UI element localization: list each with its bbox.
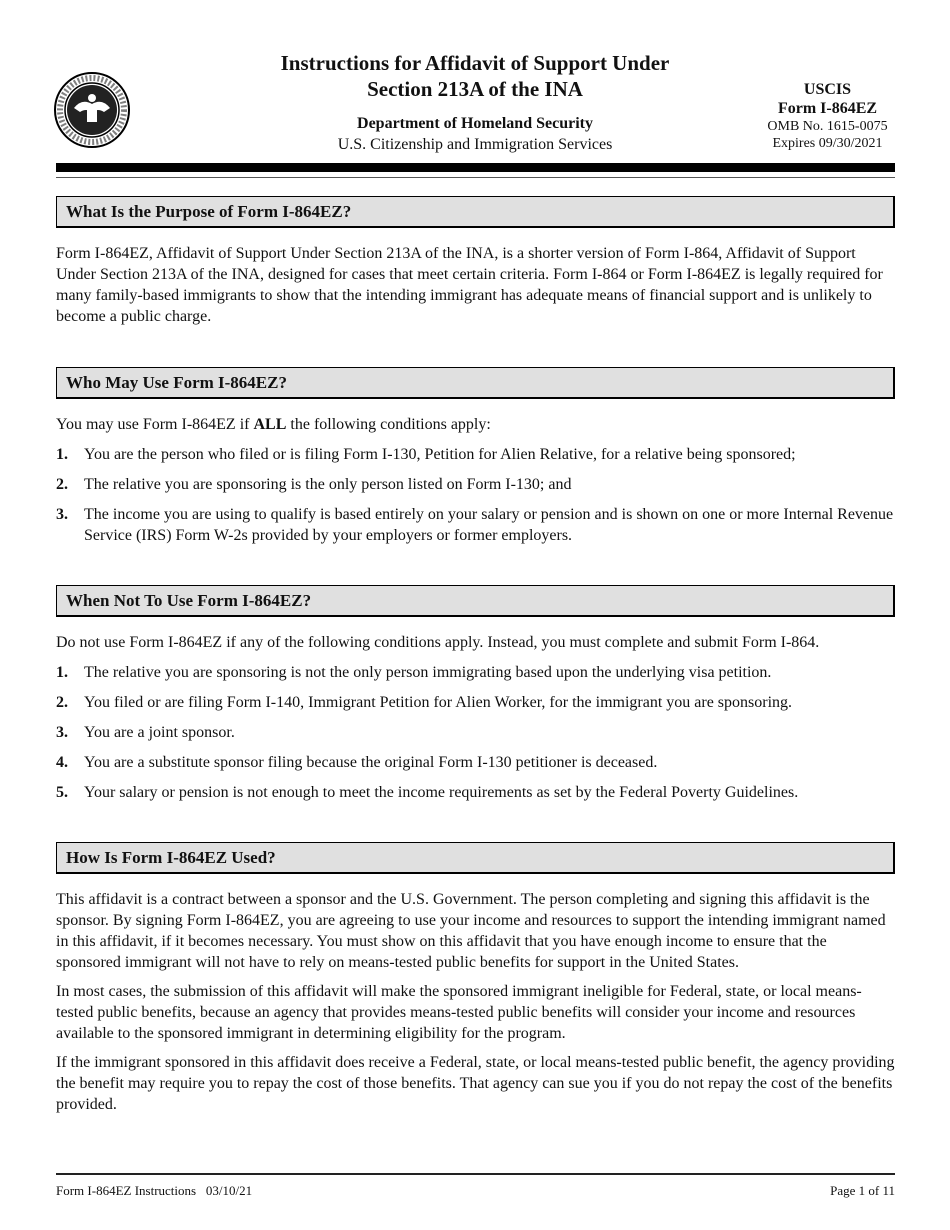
section-paragraph: If the immigrant sponsored in this affidavit does receive a Federal, state, or local means-tested public benefit, the agency providing the benefit may require you to repay the cost of those benefits. That agency can sue you if you do not repay the cost of the benefits provided. bbox=[56, 1054, 895, 1113]
list-item bbox=[56, 474, 895, 495]
footer-divider bbox=[56, 1173, 895, 1175]
title-line-1: Instructions for Affidavit of Support Under bbox=[280, 51, 670, 75]
item-text: You are the person who filed or is filing Form I-130, Petition for Alien Relative, for a relative being sponsored; bbox=[84, 446, 796, 463]
section-who-may-use bbox=[56, 367, 895, 546]
title-line-2: Section 213A of the INA bbox=[367, 77, 583, 101]
item-text: Your salary or pension is not enough to meet the income requirements as set by the Federal Poverty Guidelines. bbox=[84, 784, 799, 801]
list-item bbox=[56, 692, 895, 713]
document-title bbox=[200, 50, 750, 102]
item-text: The relative you are sponsoring is the only person listed on Form I-130; and bbox=[84, 476, 572, 493]
list-item bbox=[56, 662, 895, 683]
form-number: Form I-864EZ bbox=[777, 100, 878, 117]
section-paragraph: This affidavit is a contract between a sponsor and the U.S. Government. The person completing and signing this affidavit is the sponsor. By signing Form I-864EZ, you are agreeing to use your income and resources to support the intending immigrant named in this affidavit, if it becomes necessary. You must show on this affidavit that you have enough income to ensure that the sponsored immigrant will not have to rely on means-tested public benefits for support in the United States. bbox=[56, 891, 886, 971]
item-number: 2. bbox=[56, 476, 68, 493]
intro-emphasis: ALL bbox=[253, 416, 287, 433]
item-text: The relative you are sponsoring is not the only person immigrating based upon the underlying visa petition. bbox=[84, 664, 772, 681]
list-item bbox=[56, 504, 895, 546]
section-heading: Who May Use Form I-864EZ? bbox=[56, 367, 895, 399]
dhs-seal-logo bbox=[54, 72, 130, 148]
footer-page-number: Page 1 of 11 bbox=[830, 1183, 895, 1198]
item-number: 3. bbox=[56, 724, 68, 741]
item-text: You filed or are filing Form I-140, Immigrant Petition for Alien Worker, for the immigrant you are sponsoring. bbox=[84, 694, 793, 711]
item-text: You are a joint sponsor. bbox=[84, 724, 235, 741]
department-name: Department of Homeland Security bbox=[357, 115, 593, 132]
section-paragraph: In most cases, the submission of this affidavit will make the sponsored immigrant ineligible for Federal, state, or local means-tested public benefits, because an agency that provides means-tested public benefits will consider your income and resources available to the sponsored immigrant in determining eligibility for the program. bbox=[56, 983, 862, 1042]
intro-text: You may use Form I-864EZ if bbox=[56, 416, 254, 433]
item-number: 2. bbox=[56, 694, 68, 711]
item-number: 3. bbox=[56, 506, 68, 523]
header-divider-thick bbox=[56, 163, 895, 172]
agency-short: USCIS bbox=[803, 81, 852, 98]
section-intro bbox=[56, 414, 895, 435]
item-text: The income you are using to qualify is based entirely on your salary or pension and is shown on one or more Internal Revenue Service (IRS) Form W-2s provided by your employers or former employers. bbox=[84, 506, 894, 544]
section-when-not-to-use bbox=[56, 585, 895, 803]
section-heading: When Not To Use Form I-864EZ? bbox=[56, 585, 895, 617]
section-heading: What Is the Purpose of Form I-864EZ? bbox=[56, 196, 895, 228]
omb-number: OMB No. 1615-0075 bbox=[767, 119, 888, 134]
section-purpose bbox=[56, 196, 895, 327]
section-paragraph: Form I-864EZ, Affidavit of Support Under Section 213A of the INA, is a shorter version of Form I-864, Affidavit of Support Under Section 213A of the INA, designed for cases that meet certain criteria. Form I-864 or Form I-864EZ is legally required for many family-based immigrants to show that the intending immigrant has adequate means of financial support and is unlikely to become a public charge. bbox=[56, 245, 883, 325]
item-number: 1. bbox=[56, 664, 68, 681]
section-heading: How Is Form I-864EZ Used? bbox=[56, 842, 895, 874]
item-number: 1. bbox=[56, 446, 68, 463]
item-number: 4. bbox=[56, 754, 68, 771]
list-item bbox=[56, 722, 895, 743]
section-how-used bbox=[56, 842, 895, 1115]
list-item bbox=[56, 752, 895, 773]
item-text: You are a substitute sponsor filing because the original Form I-130 petitioner is deceased. bbox=[84, 754, 658, 771]
expiration-date: Expires 09/30/2021 bbox=[772, 136, 883, 151]
item-number: 5. bbox=[56, 784, 68, 801]
header-divider-thin bbox=[56, 177, 895, 178]
footer-form-info: Form I-864EZ Instructions 03/10/21 bbox=[56, 1183, 253, 1198]
agency-name: U.S. Citizenship and Immigration Services bbox=[337, 136, 613, 153]
intro-text: the following conditions apply: bbox=[286, 416, 491, 433]
list-item bbox=[56, 444, 895, 465]
department-block bbox=[250, 113, 700, 155]
list-item bbox=[56, 782, 895, 803]
section-intro: Do not use Form I-864EZ if any of the following conditions apply. Instead, you must complete and submit Form I-864. bbox=[56, 634, 820, 651]
form-id-block bbox=[760, 80, 895, 152]
